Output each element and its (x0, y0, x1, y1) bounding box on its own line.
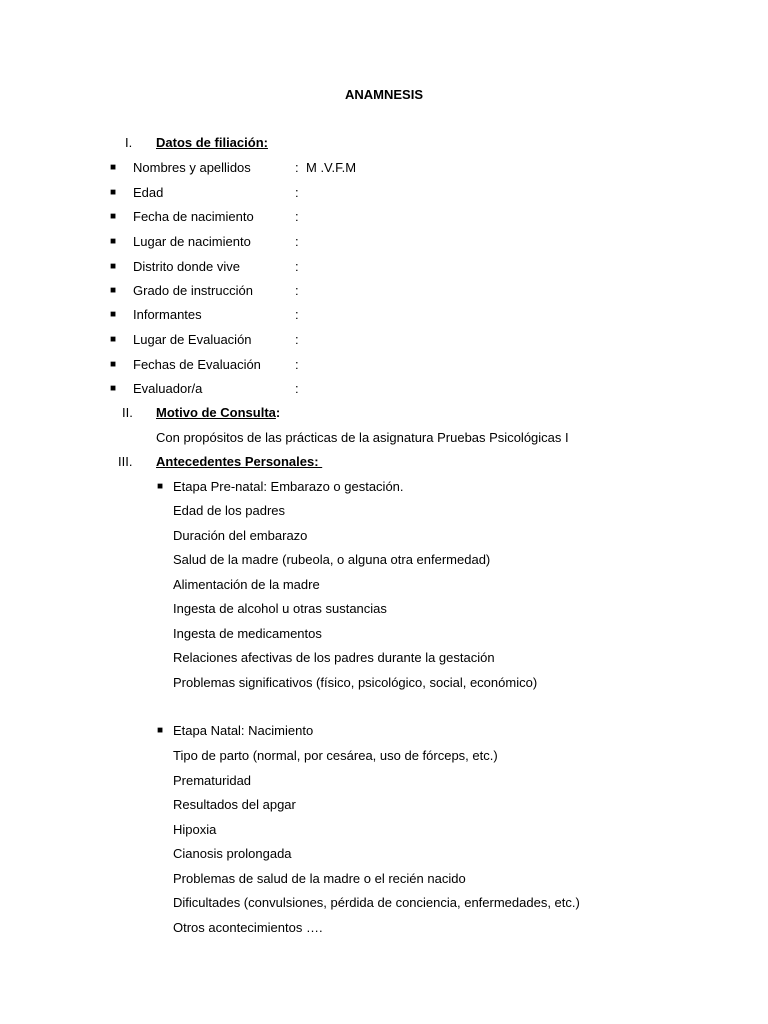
field-label: Grado de instrucción (133, 283, 253, 298)
field-label: Distrito donde vive (133, 259, 240, 274)
section-heading: Motivo de Consulta: (156, 405, 281, 420)
field-label: Lugar de nacimiento (133, 234, 251, 249)
field-separator: : (295, 283, 299, 298)
bullet-icon: ■ (110, 211, 117, 222)
field-separator: : (295, 259, 299, 274)
field-separator: : (295, 234, 299, 249)
field-value: M .V.F.M (306, 160, 357, 175)
bullet-icon: ■ (157, 481, 164, 492)
field-label: Fechas de Evaluación (133, 357, 261, 372)
field-separator: : (295, 209, 299, 224)
document-page: ANAMNESIS I. Datos de filiación: ■ Nombres y apellidos : M .V.F.M ■ Edad : ■ Fecha de nacimiento : ■ Lugar de nacimiento : ■ Distrito donde vive : ■ Grado de instrucción : ■ Informantes : ■ Lugar de Evaluación : ■ Fechas de Evaluación : ■ Evaluador/a : II. Motivo de Consulta: Con propósitos de las prácticas de la asignatura Pruebas Psicológicas I III. Antecedentes Personales: ■ Etapa Pre-natal: Embarazo o gestación. Edad de los padres Duración del embarazo Salud de la madre (rubeola, o alguna otra enfermedad) Alimentación de la madre Ingesta de alcohol u otras sustancias Ingesta de medicamentos Relaciones afectivas de los padres durante la gestación Problemas significativos (físico, psicológico, social, económico) ■ Etapa Natal: Nacimiento Tipo de parto (normal, por cesárea, uso de fórceps, etc.) Prematuridad Resultados del apgar Hipoxia Cianosis prolongada Problemas de salud de la madre o el recién nacido Dificultades (convulsiones, pérdida de conciencia, enfermedades, etc.) Otros acontecimientos …. (0, 0, 768, 1024)
document-title: ANAMNESIS (344, 87, 423, 102)
field-separator: : (295, 332, 299, 347)
field-separator: : (295, 307, 299, 322)
bullet-icon: ■ (110, 162, 117, 173)
field-label: Informantes (133, 307, 202, 322)
bullet-icon: ■ (157, 725, 164, 736)
field-separator: : (295, 357, 299, 372)
field-label: Nombres y apellidos (133, 160, 251, 175)
bullet-icon: ■ (110, 359, 117, 370)
bullet-icon: ■ (110, 285, 117, 296)
field-label: Evaluador/a (133, 381, 203, 396)
bullet-icon: ■ (110, 261, 117, 272)
section-numeral: II. (122, 405, 133, 420)
field-separator: : (295, 381, 299, 396)
bullet-icon: ■ (110, 334, 117, 345)
stage-title: Etapa Natal: Nacimiento (173, 723, 314, 738)
field-separator: : (295, 185, 299, 200)
field-label: Edad (133, 185, 164, 200)
field-label: Lugar de Evaluación (133, 332, 252, 347)
motivo-consulta-text: Con propósitos de las prácticas de la asignatura Pruebas Psicológicas I (156, 430, 569, 445)
bullet-icon: ■ (110, 187, 117, 198)
section-numeral: III. (118, 454, 133, 469)
field-separator: : (295, 160, 299, 175)
bullet-icon: ■ (110, 383, 117, 394)
bullet-icon: ■ (110, 309, 117, 320)
field-label: Fecha de nacimiento (133, 209, 254, 224)
section-numeral: I. (125, 135, 133, 150)
stage-title: Etapa Pre-natal: Embarazo o gestación. (173, 479, 404, 494)
bullet-icon: ■ (110, 236, 117, 247)
section-heading: Datos de filiación: (156, 135, 268, 150)
section-heading: Antecedentes Personales: (156, 454, 323, 469)
